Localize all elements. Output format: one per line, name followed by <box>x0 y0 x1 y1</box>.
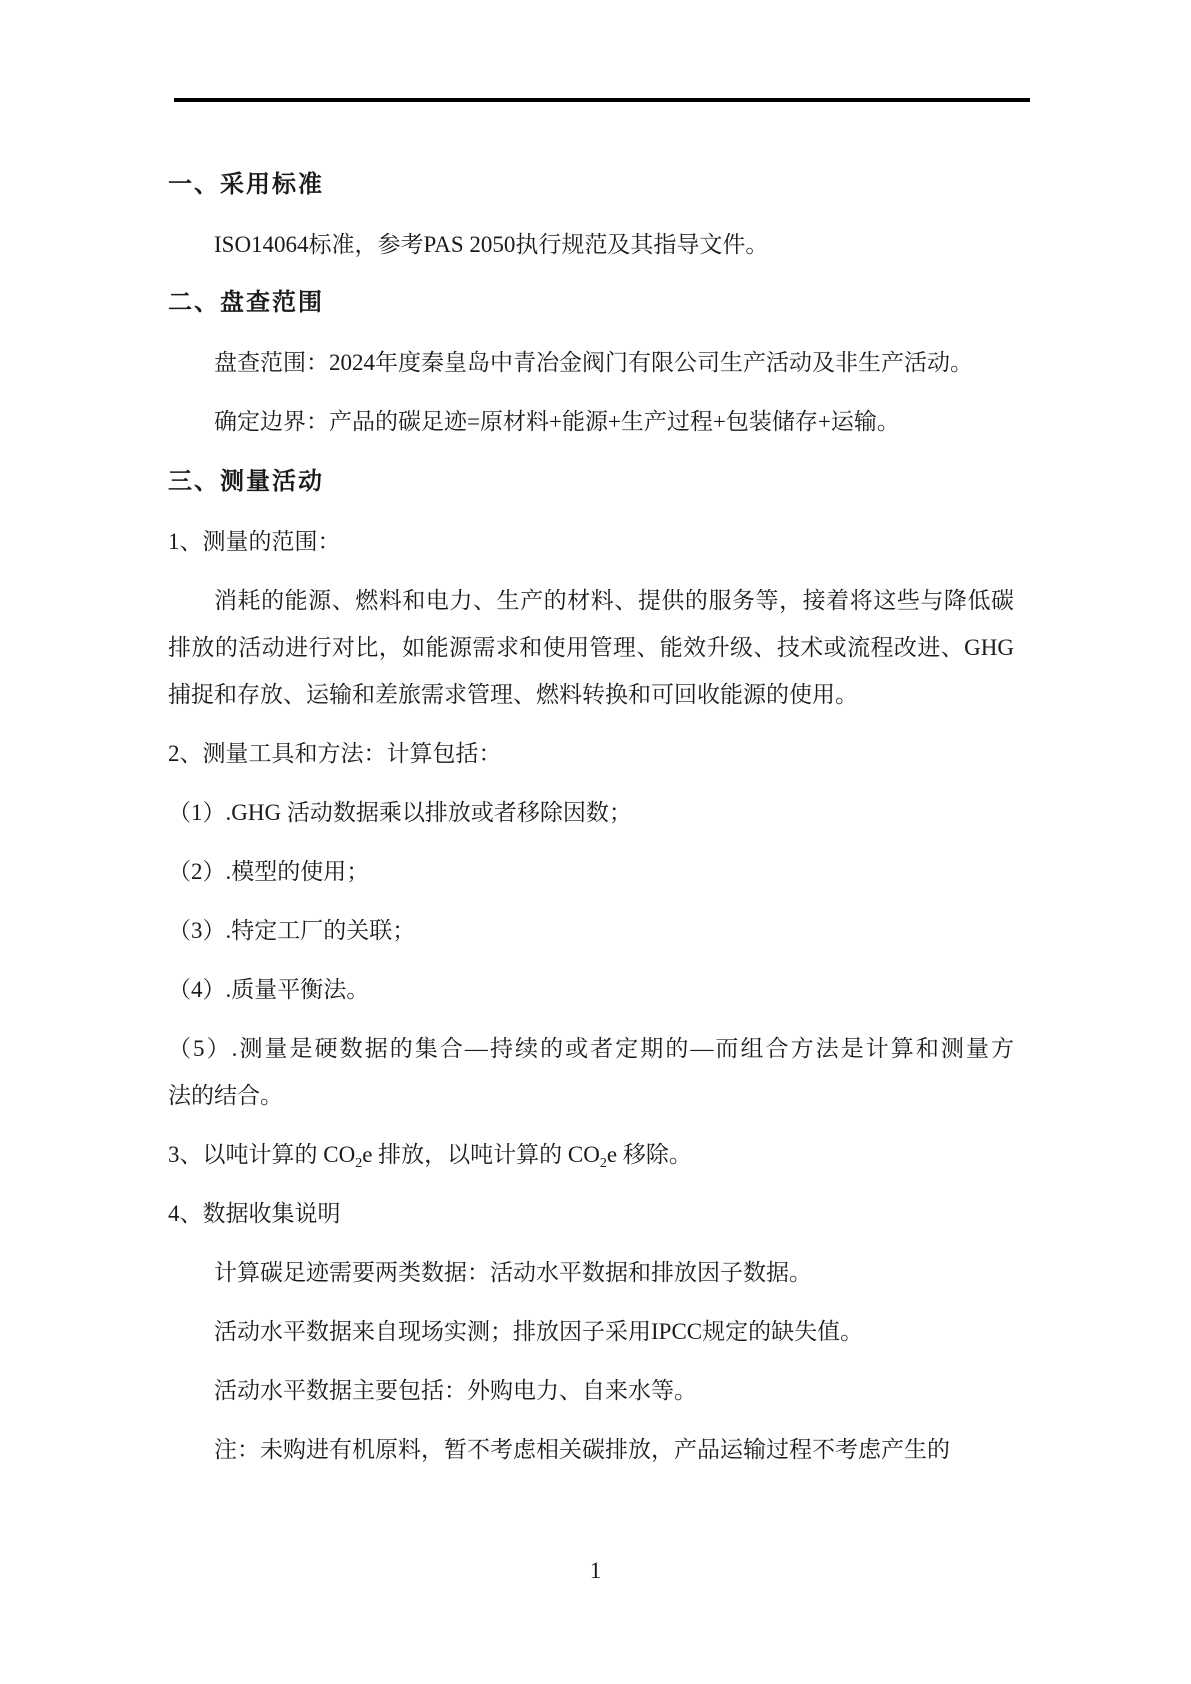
list-item <box>168 1131 1014 1178</box>
text-line: 排放的活动进行对比，如能源需求和使用管理、能效升级、技术或流程改进、GHG <box>168 635 1014 660</box>
text-line <box>168 1131 1014 1178</box>
text-line: （2）.模型的使用； <box>168 859 370 884</box>
paragraph <box>168 1308 1014 1355</box>
text-line: 一、采用标准 <box>168 172 324 198</box>
paragraph <box>168 1249 1014 1296</box>
text-line: 消耗的能源、燃料和电力、生产的材料、提供的服务等，接着将这些与降低碳 <box>214 588 1014 613</box>
text-line: 三、测量活动 <box>168 469 324 495</box>
subscript-text: 2 <box>599 1156 607 1171</box>
paragraph <box>168 1426 1014 1473</box>
list-item <box>168 966 1014 1013</box>
list-item <box>168 730 1014 777</box>
text-line: 捕捉和存放、运输和差旅需求管理、燃料转换和可回收能源的使用。 <box>168 682 858 707</box>
document-body <box>168 162 1014 1485</box>
text-line: （1）.GHG 活动数据乘以排放或者移除因数； <box>168 800 632 825</box>
text-line: 确定边界：产品的碳足迹=原材料+能源+生产过程+包装储存+运输。 <box>214 409 900 434</box>
text-line: 法的结合。 <box>168 1083 283 1108</box>
text-line: 二、盘查范围 <box>168 290 324 316</box>
list-item <box>168 907 1014 954</box>
paragraph <box>168 577 1014 718</box>
list-item <box>168 789 1014 836</box>
header-rule <box>174 98 1030 102</box>
text-line: 活动水平数据主要包括：外购电力、自来水等。 <box>214 1378 697 1403</box>
paragraph <box>168 339 1014 386</box>
text-line: （4）.质量平衡法。 <box>168 977 370 1002</box>
text-line: 计算碳足迹需要两类数据：活动水平数据和排放因子数据。 <box>214 1260 812 1285</box>
text-line: 注：未购进有机原料，暂不考虑相关碳排放，产品运输过程不考虑产生的 <box>214 1437 950 1462</box>
list-item <box>168 518 1014 565</box>
text-line: ISO14064标准，参考PAS 2050执行规范及其指导文件。 <box>214 232 769 257</box>
list-item <box>168 1190 1014 1237</box>
text-line: 活动水平数据来自现场实测；排放因子采用IPCC规定的缺失值。 <box>214 1319 864 1344</box>
text-line: 1、测量的范围： <box>168 529 341 554</box>
section-heading <box>168 459 1014 506</box>
list-item <box>168 848 1014 895</box>
list-item <box>168 1025 1014 1119</box>
text-line: 4、数据收集说明 <box>168 1201 341 1226</box>
text-span: e 排放，以吨计算的 CO <box>362 1142 600 1167</box>
page-number: 1 <box>589 1558 602 1583</box>
text-line: 盘查范围：2024年度秦皇岛中青冶金阀门有限公司生产活动及非生产活动。 <box>214 350 973 375</box>
text-line: （5）.测量是硬数据的集合—持续的或者定期的—而组合方法是计算和测量方 <box>168 1036 1014 1061</box>
section-heading <box>168 162 1014 209</box>
section-heading <box>168 280 1014 327</box>
paragraph <box>168 398 1014 445</box>
text-span: 3、以吨计算的 CO <box>168 1142 356 1167</box>
text-line: （3）.特定工厂的关联； <box>168 918 416 943</box>
paragraph <box>168 1367 1014 1414</box>
paragraph <box>168 221 1014 268</box>
subscript-text: 2 <box>355 1156 363 1171</box>
text-line: 2、测量工具和方法：计算包括： <box>168 741 502 766</box>
text-span: e 移除。 <box>606 1142 692 1167</box>
